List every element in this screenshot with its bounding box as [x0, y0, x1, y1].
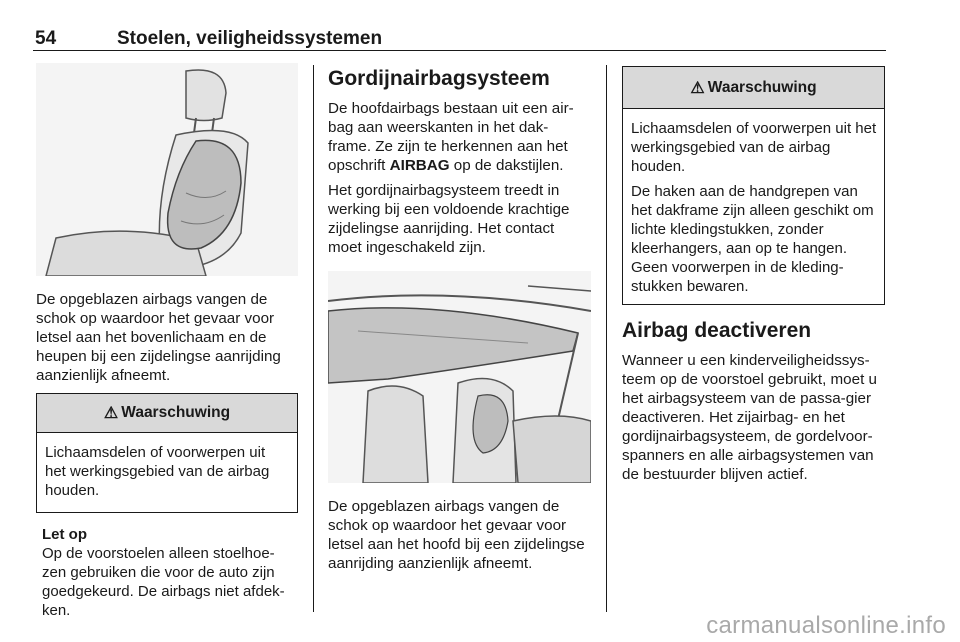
- p1-before: De hoofdairbags bestaan uit een air-bag aan weerskanten in het dak-frame. Ze zijn te herkennen aan het opschrift: [328, 100, 574, 174]
- airbag-label: AIRBAG: [389, 157, 450, 174]
- note-label: Let op: [42, 526, 87, 543]
- curtain-airbag-illustration: [328, 271, 591, 483]
- watermark-text: carmanualsonline.info: [706, 612, 946, 639]
- warning-title: Waarschuwing: [121, 404, 231, 421]
- note-text: Op de voorstoelen alleen stoelhoe-zen gebruiken die voor de auto zijn goedgekeurd. De airbags niet afdek-ken.: [42, 545, 285, 619]
- warning-triangle-icon: ⚠: [690, 79, 705, 97]
- warning-text-2b: De haken aan de handgrepen van het dakframe zijn alleen geschikt om lichte kledingstukken, zonder kleerhangers, aan op te hangen. Geen voorwerpen in de kleding-stukken bewaren.: [631, 183, 874, 295]
- seat-airbag-caption: De opgeblazen airbags vangen de schok op waardoor het gevaar voor letsel aan het bovenlichaam en de heupen bij een zijdelingse aanrijding aanzienlijk afneemt.: [36, 291, 281, 384]
- page-header: [33, 26, 886, 51]
- curtain-airbag-icon: [328, 271, 591, 483]
- warning-header: [37, 394, 297, 433]
- column-3: [622, 66, 885, 490]
- chapter-title: Stoelen, veiligheidssystemen: [117, 28, 383, 49]
- curtain-paragraph-1: [328, 99, 591, 175]
- p1-after: op de dakstijlen.: [449, 157, 564, 174]
- seat-airbag-icon: [36, 63, 298, 276]
- warning-box-1: [36, 393, 298, 513]
- section-heading-deactivate: Airbag deactiveren: [622, 319, 812, 342]
- column-1: [36, 63, 298, 626]
- warning-text: Lichaamsdelen of voorwerpen uit het werkingsgebied van de airbag houden.: [45, 444, 270, 499]
- column-divider-right: [606, 65, 607, 612]
- warning-triangle-icon: ⚠: [103, 405, 119, 422]
- curtain-paragraph-2: Het gordijnairbagsysteem treedt in werking bij een voldoende krachtige zijdelingse aanrijding. Het contact moet ingeschakeld zijn.: [328, 182, 570, 256]
- page-number: 54: [35, 28, 57, 49]
- warning-header-2: [623, 67, 884, 109]
- deactivate-paragraph: Wanneer u een kinderveiligheidssys-teem op de voorstoel gebruikt, moet u het airbagsysteem van de passa-gier deactiveren. Het zijairbag- en het gordijnairbagsysteem, de gordelvoor-spanners en alle airbagsystemen van de bestuurder blijven actief.: [622, 352, 877, 483]
- column-2: [328, 67, 591, 579]
- warning-body-2: [623, 109, 884, 304]
- seat-side-airbag-illustration: [36, 63, 298, 276]
- warning-body: [37, 433, 297, 512]
- warning-text-2a: Lichaamsdelen of voorwerpen uit het werkingsgebied van de airbag houden.: [631, 120, 877, 175]
- note-block: [36, 525, 298, 620]
- section-heading-curtain: Gordijnairbagsysteem: [328, 67, 550, 90]
- warning-box-2: [622, 66, 885, 305]
- column-divider-left: [313, 65, 314, 612]
- warning-title-2: Waarschuwing: [707, 78, 817, 96]
- curtain-airbag-caption: De opgeblazen airbags vangen de schok op waardoor het gevaar voor letsel aan het hoofd bij een zijdelingse aanrijding aanzienlijk afneemt.: [328, 498, 585, 572]
